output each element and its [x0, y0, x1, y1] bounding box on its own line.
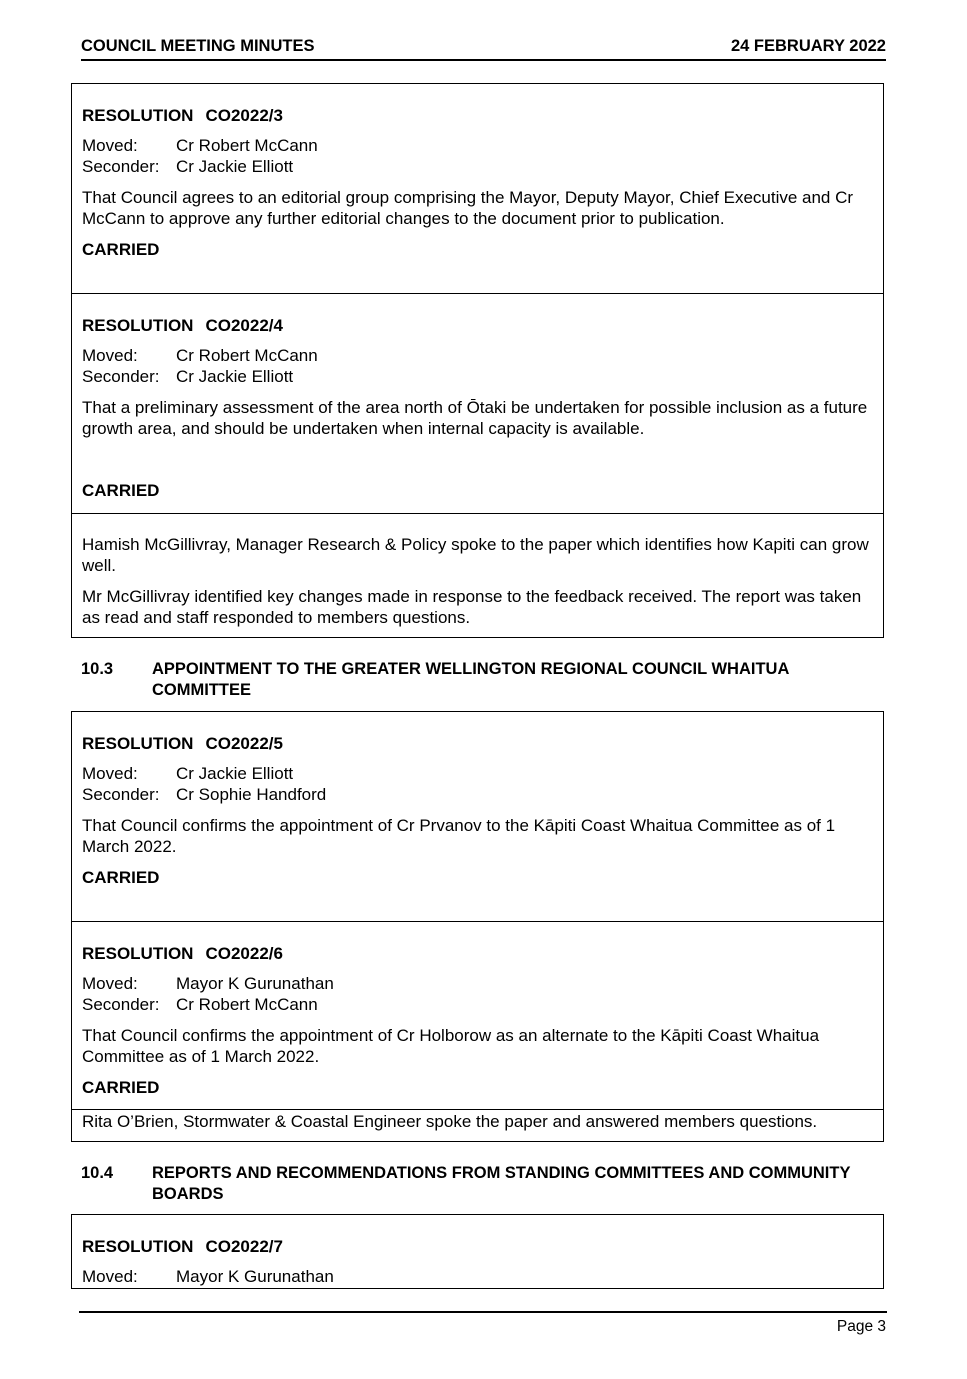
resolution-text: That Council confirms the appointment of Cr Holborow as an alternate to the Kāpiti Coast Whaitua Committee as of 1 March 2022.	[82, 1026, 820, 1066]
seconder-name: Cr Jackie Elliott	[176, 157, 294, 176]
note-paragraph: Rita O’Brien, Stormwater & Coastal Engineer spoke the paper and answered members questions.	[82, 1112, 818, 1131]
resolution-text: That Council confirms the appointment of Cr Prvanov to the Kāpiti Coast Whaitua Committee as of 1 March 2022.	[82, 816, 836, 856]
seconder-name: Cr Robert McCann	[176, 995, 318, 1014]
resolution-title: RESOLUTION CO2022/3	[82, 106, 283, 125]
mover-name: Cr Jackie Elliott	[176, 764, 294, 783]
seconder-row: Seconder: Cr Jackie Elliott	[82, 367, 294, 386]
resolution-co2022-4	[72, 293, 883, 513]
resolution-number: CO2022/5	[205, 734, 283, 753]
note-paragraph: Mr McGillivray identified key changes made in response to the feedback received. The report was taken as read and staff responded to members questions.	[82, 587, 862, 627]
mover-name: Mayor K Gurunathan	[176, 974, 334, 993]
document-title: COUNCIL MEETING MINUTES	[81, 37, 315, 55]
resolution-co2022-3	[72, 105, 883, 293]
resolution-title: RESOLUTION CO2022/4	[82, 316, 283, 335]
carried-label: CARRIED	[82, 240, 160, 259]
seconder-row: Seconder: Cr Sophie Handford	[82, 785, 327, 804]
resolution-title: RESOLUTION CO2022/5	[82, 734, 283, 753]
resolution-box-3	[71, 1214, 884, 1289]
page-number: Page 3	[836, 1318, 886, 1335]
moved-row: Moved: Cr Robert McCann	[82, 346, 318, 365]
resolution-number: CO2022/4	[205, 316, 283, 335]
page-header	[81, 37, 886, 61]
resolution-number: CO2022/3	[205, 106, 283, 125]
section-10-3-heading	[81, 659, 881, 701]
discussion-note	[72, 1109, 883, 1141]
mover-name: Cr Robert McCann	[176, 136, 318, 155]
seconder-name: Cr Jackie Elliott	[176, 367, 294, 386]
note-paragraph: Hamish McGillivray, Manager Research & Policy spoke to the paper which identifies how Kapiti can grow well.	[82, 535, 869, 575]
discussion-note	[72, 513, 883, 637]
footer-rule	[79, 1311, 887, 1313]
resolution-box-1	[71, 83, 884, 638]
resolution-co2022-7	[72, 1236, 883, 1287]
resolution-title: RESOLUTION CO2022/7	[82, 1237, 283, 1256]
seconder-name: Cr Sophie Handford	[176, 785, 327, 804]
resolution-co2022-6	[72, 921, 883, 1109]
seconder-row: Seconder: Cr Robert McCann	[82, 995, 318, 1014]
resolution-box-2	[71, 711, 884, 1142]
meeting-date: 24 FEBRUARY 2022	[731, 37, 886, 55]
carried-label: CARRIED	[82, 868, 160, 887]
moved-row: Moved: Cr Jackie Elliott	[82, 764, 294, 783]
resolution-co2022-5	[72, 733, 883, 921]
moved-row: Moved: Cr Robert McCann	[82, 136, 318, 155]
resolution-text: That a preliminary assessment of the area north of Ōtaki be undertaken for possible inclusion as a future growth area, and should be undertaken when internal capacity is available.	[82, 398, 868, 438]
moved-row: Moved: Mayor K Gurunathan	[82, 974, 334, 993]
section-title: REPORTS AND RECOMMENDATIONS FROM STANDING COMMITTEES AND COMMUNITY BOARDS	[152, 1164, 851, 1203]
resolution-number: CO2022/6	[205, 944, 283, 963]
mover-name: Mayor K Gurunathan	[176, 1267, 334, 1286]
carried-label: CARRIED	[82, 481, 160, 500]
resolution-title: RESOLUTION CO2022/6	[82, 944, 283, 963]
section-title: APPOINTMENT TO THE GREATER WELLINGTON REGIONAL COUNCIL WHAITUA COMMITTEE	[152, 660, 789, 699]
mover-name: Cr Robert McCann	[176, 346, 318, 365]
carried-label: CARRIED	[82, 1078, 160, 1097]
resolution-text: That Council agrees to an editorial group comprising the Mayor, Deputy Mayor, Chief Executive and Cr McCann to approve any further editorial changes to the document prior to publication.	[82, 188, 854, 228]
section-number: 10.4	[81, 1164, 114, 1182]
section-number: 10.3	[81, 660, 114, 678]
section-10-4-heading	[81, 1163, 881, 1205]
seconder-row: Seconder: Cr Jackie Elliott	[82, 157, 294, 176]
moved-row: Moved: Mayor K Gurunathan	[82, 1267, 334, 1286]
resolution-number: CO2022/7	[205, 1237, 283, 1256]
